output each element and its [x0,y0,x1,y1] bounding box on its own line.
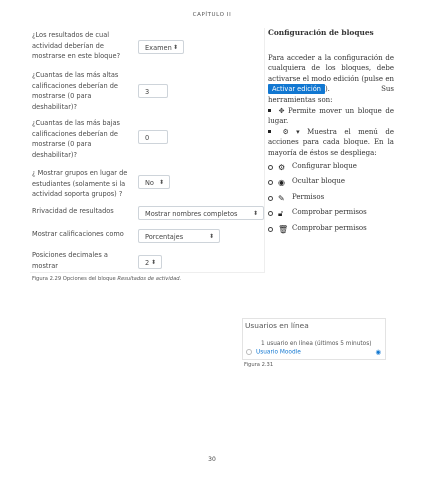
bullet-square [268,109,271,112]
decimals-select[interactable]: 2 ⬍ [138,255,162,269]
list-item: ⚙ Configurar bloque [268,159,394,175]
bullet-actions: ⚙ ▾ Muestra el menú de acciones para cada bloque. En la mayoría de éstos se despliega: [268,127,395,157]
groups-select[interactable]: No ⬍ [138,175,170,189]
online-count: 1 usuario en línea (últimos 5 minutos) [261,341,372,347]
setting-label: Posiciones decimales a mostrar [32,251,108,270]
lowest-grades-input[interactable]: 0 [138,130,168,144]
chevron-updown-icon: ⬍ [158,179,164,186]
gear-icon: ⚙ [278,162,286,172]
setting-row-decimals [32,250,262,274]
chevron-updown-icon: ⬍ [172,44,178,51]
move-icon: ✥ [278,106,285,115]
setting-row-display [32,229,262,245]
setting-row-groups [32,168,262,204]
unlock-icon: 🔓︎ [278,209,284,219]
activity-select[interactable]: Examen ⬍ [138,40,184,54]
text-column [268,28,394,236]
intro-paragraph: Para acceder a la configuración de cualquiera de los bloques, debe activarse el modo edición (pulse en Activar edición ). Sus herramientas son: [268,53,394,104]
list-item: ✎ Permisos [268,190,394,206]
setting-label: ¿Cuantas de las más altas calificaciones deberían de mostrarse (0 para deshabilitar)? [32,71,119,111]
actions-list [268,159,394,237]
block-title: Usuarios en línea [245,321,309,330]
bullet-square [268,130,271,133]
eye-icon: ◉ [278,178,285,188]
highest-grades-input[interactable]: 3 [138,84,168,98]
online-user-link[interactable]: Usuario Moodle [246,349,301,356]
page-number: 30 [208,456,216,463]
chevron-updown-icon: ⬍ [150,259,156,266]
section-heading: Configuración de bloques [268,28,374,37]
online-users-block [242,318,386,360]
setting-label: ¿Los resultados de cual actividad deberían de mostrarse en este bloque? [32,31,121,60]
figure-caption: Figura 2.31 [244,362,274,368]
setting-row-lowest [32,118,262,164]
eye-icon[interactable]: ◉ [375,348,381,356]
setting-label: Rrivacidad de resultados [32,207,114,215]
chapter-header: CAPÍTULO II [192,12,232,18]
list-item: 🔓︎ Comprobar permisos [268,205,394,221]
edit-icon: ✎ [278,193,285,203]
setting-label: ¿ Mostrar grupos en lugar de estudiantes (solamente si la actividad soporta grupos) ? [32,169,128,198]
list-item: ◉ Ocultar bloque [268,174,394,190]
avatar [246,349,252,355]
setting-row-activity [32,30,262,66]
chevron-updown-icon: ⬍ [252,210,258,217]
trash-icon: 🗑︎ [278,224,289,234]
setting-row-privacy [32,206,262,222]
chevron-updown-icon: ⬍ [208,233,214,240]
privacy-select[interactable]: Mostrar nombres completos ⬍ [138,206,264,220]
setting-label: Mostrar calificaciones como [32,230,124,238]
setting-row-highest [32,70,262,116]
setting-label: ¿Cuantas de las más bajas calificaciones deberían de mostrarse (0 para deshabilitar)? [32,119,120,159]
bullet-move: ✥ Permite mover un bloque de lugar. [268,106,395,126]
block-settings-panel [30,28,265,273]
gear-menu-icon: ⚙ ▾ [282,127,300,136]
figure-caption: Figura 2.29 Opciones del bloque Resultados de actividad. [32,276,182,282]
activar-edicion-button[interactable]: Activar edición [268,84,325,94]
list-item: 🗑︎ Comprobar permisos [268,221,394,237]
display-as-select[interactable]: Porcentajes ⬍ [138,229,220,243]
